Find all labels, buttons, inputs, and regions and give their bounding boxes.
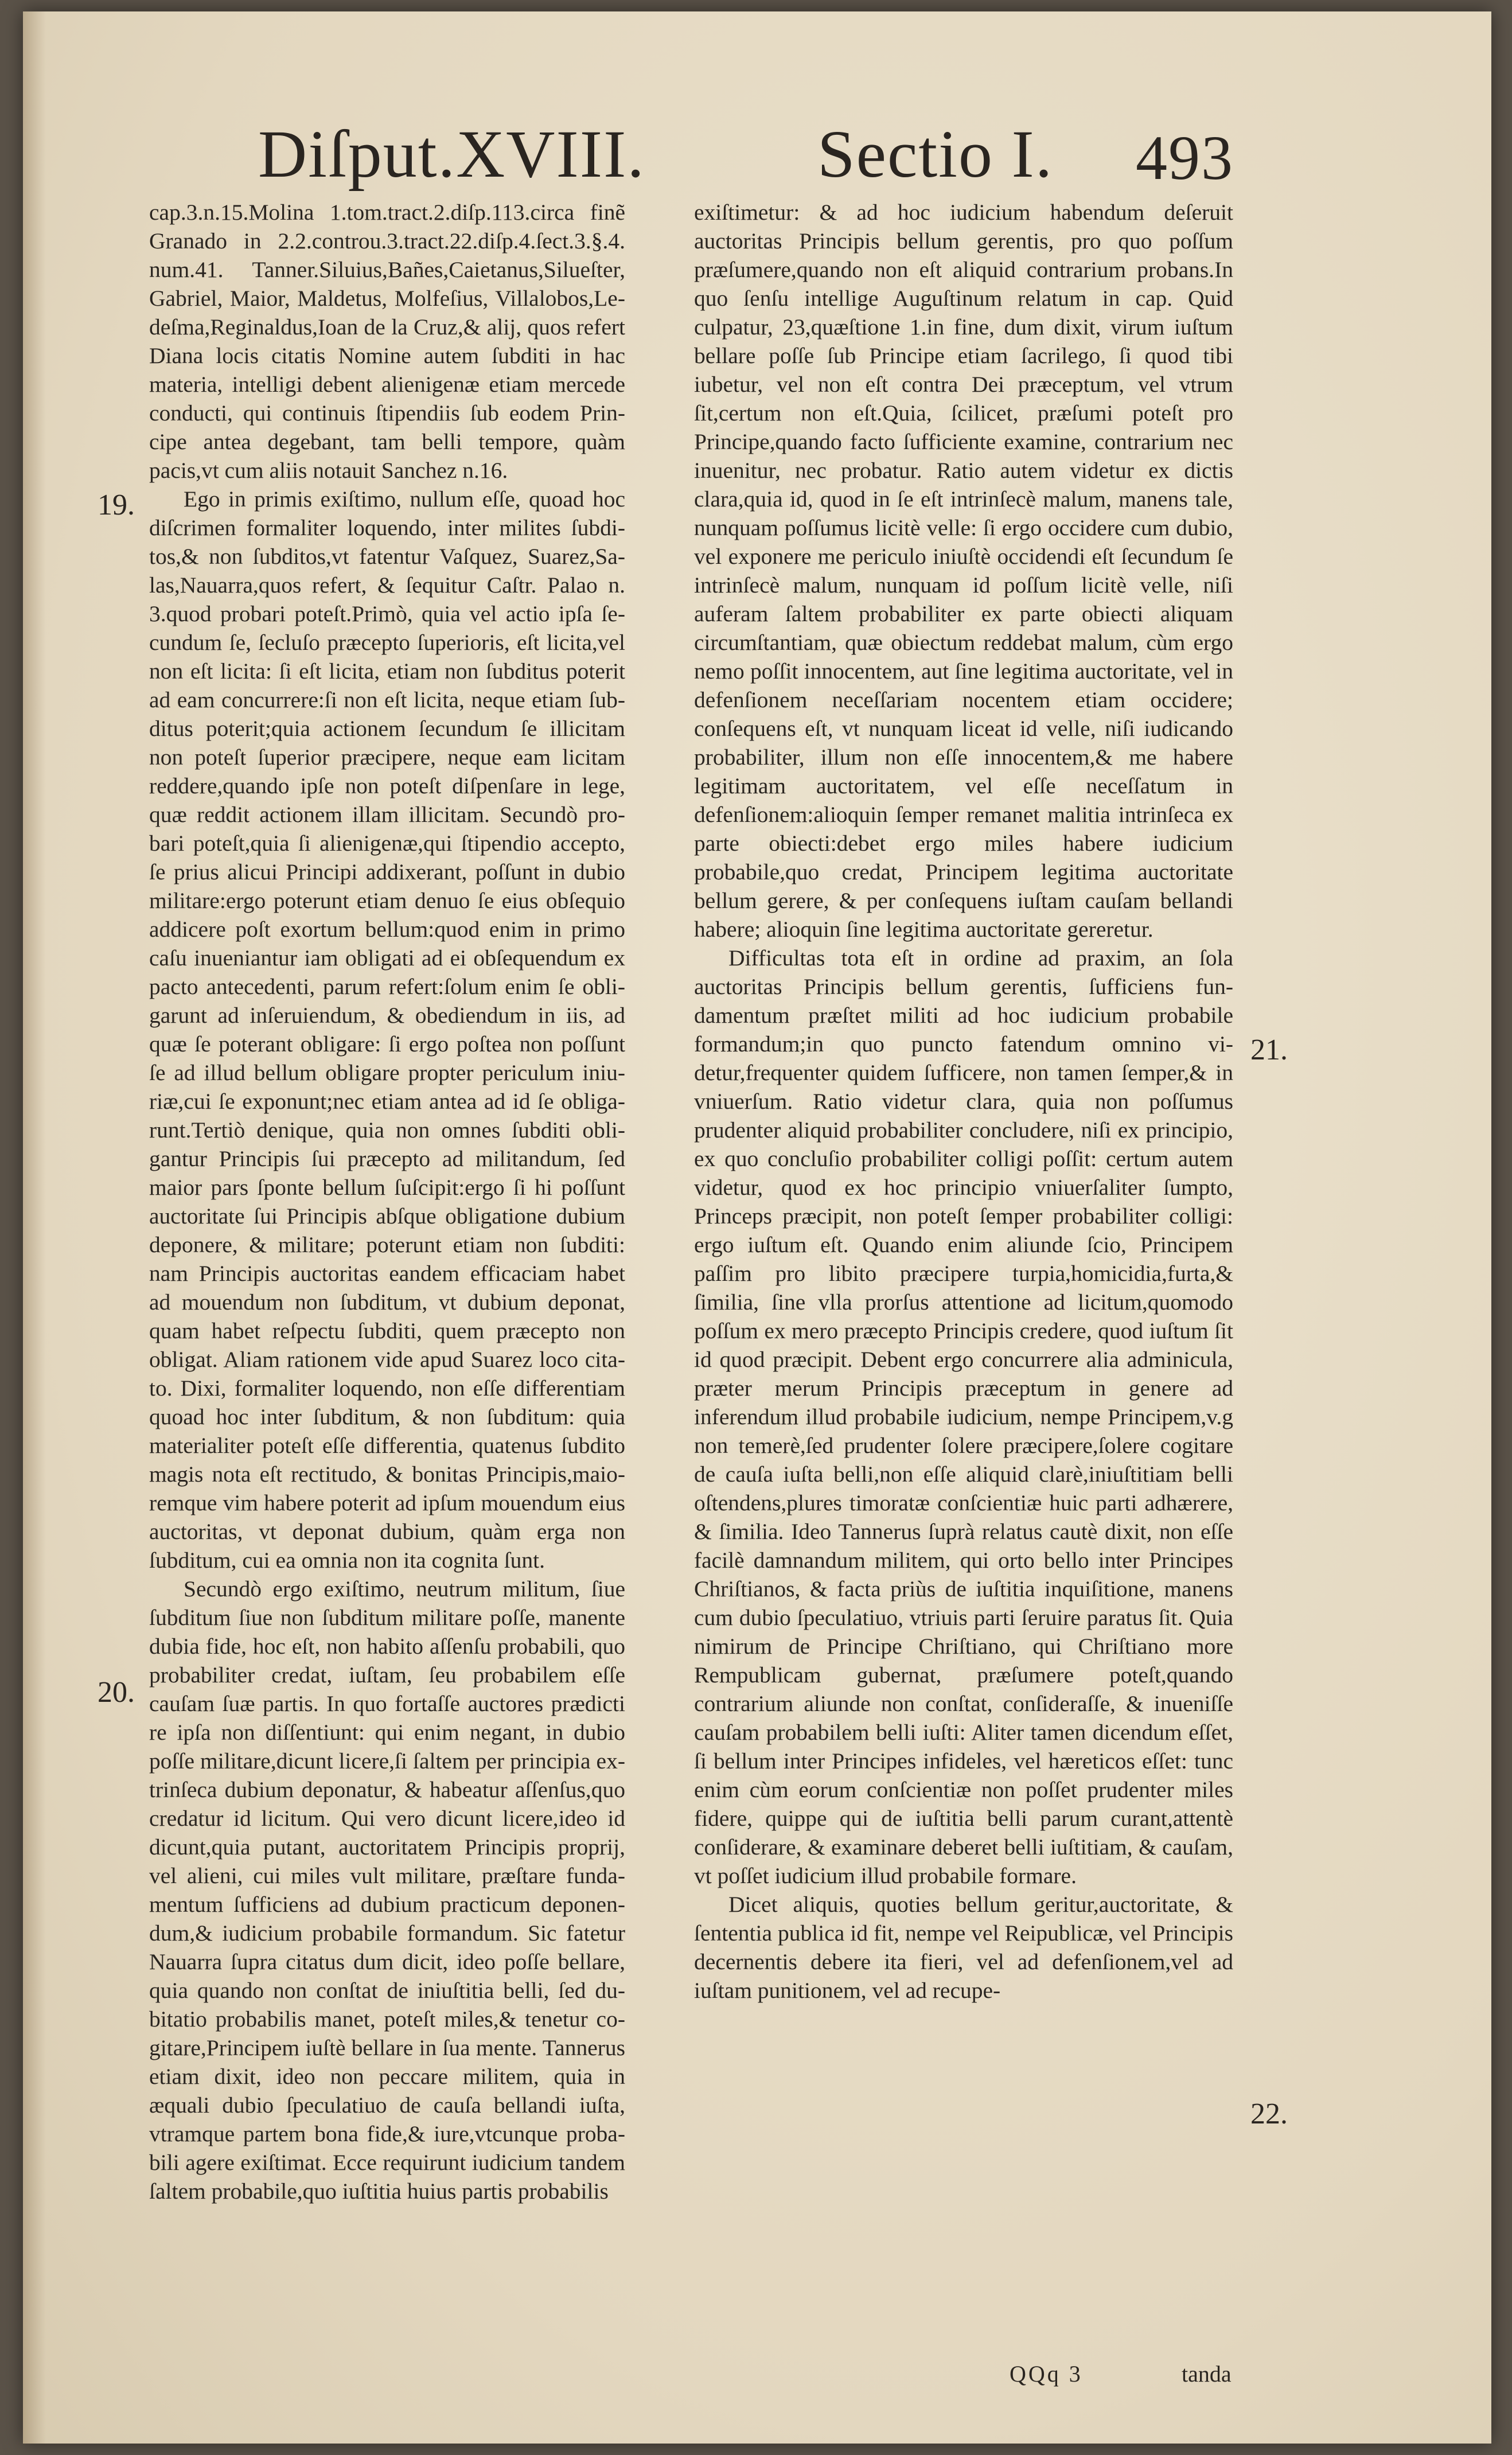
paragraph: Ego in primis exiſtimo, nullum eſſe, quoad hoc diſcrimen formaliter loquendo, inter milites ſubditos,& non ſubditos,vt fatentur Vaſquez, Suarez,Salas,Nauarra,quos refert, & ſequitur Caſtr. Palao n. 3.quod probari poteſt.Primò, quia vel actio ipſa ſecundum ſe, ſecluſo præcepto ſuperioris, eſt licita,vel non eſt licita: ſi eſt licita, etiam non ſubditus poterit ad eam concurrere:ſi non eſt licita, neque etiam ſubditus poterit;quia actionem ſecundum ſe illicitam non poteſt ſuperior præcipere, neque eam licitam reddere,quando ipſe non poteſt diſpenſare in lege, quæ reddit actionem illam illicitam. Secundò probari poteſt,quia ſi alienigenæ,qui ſtipendio accepto, ſe prius alicui Principi addixerant, poſſunt in dubio militare:ergo poterunt etiam denuo ſe eius obſequio addicere poſt exortum bellum:quod enim in primo caſu inueniantur iam obligati ad ei obſequendum ex pacto antecedenti, parum refert:ſolum enim ſe obligarunt ad inſeruiendum, & obediendum in iis, ad quæ ſe poterant obligare: ſi ergo poſtea non poſſunt ſe ad illud bellum obligare propter periculum iniuriæ,cui ſe exponunt;nec etiam antea ad id ſe obligarunt.Tertiò denique, quia non omnes ſubditi obligantur Principis ſui præcepto ad militandum, ſed maior pars ſponte bellum ſuſcipit:ergo ſi hi poſſunt auctoritate ſui Principis abſque obligatione dubium deponere, & militare; poterunt etiam non ſubditi: nam Principis auctoritas eandem efficaciam habet ad mouendum non ſubditum, vt dubium deponat, quam habet reſpectu ſubditi, quem præcepto non obligat. Aliam rationem vide apud Suarez loco citato. Dixi, formaliter loquendo, non eſſe differentiam quoad hoc inter ſubditum, & non ſubditum: quia materialiter poteſt eſſe differentia, quatenus ſubdito magis nota eſt rectitudo, & bonitas Principis,maioremque vim habere poterit ad ipſum mouendum eius auctoritas, vt deponat dubium, quàm erga non ſubditum, cui ea omnia non ita cognita ſunt. <box>149 486 625 1573</box>
paragraph: Dicet aliquis, quoties bellum geritur,auctoritate, & ſententia publica id fit, nempe vel Reipublicæ, vel Principis decernentis debere ita fieri, vel ad defenſionem,vel ad iuſtam punitionem, vel ad recupe- <box>694 1892 1233 2003</box>
paragraph: Secundò ergo exiſtimo, neutrum militum, ſiue ſubditum ſiue non ſubditum militare poſſe, manente dubia fide, hoc eſt, non habito aſſenſu probabili, quo probabiliter credat, iuſtam, ſeu probabilem eſſe cauſam ſuæ partis. In quo fortaſſe auctores prædicti re ipſa non diſſentiunt: qui enim negant, in dubio poſſe militare,dicunt licere,ſi ſaltem per principia extrinſeca dubium deponatur, & habeatur aſſenſus,quo credatur id licitum. Qui vero dicunt licere,ideo id dicunt,quia putant, auctoritatem Principis proprij, vel alieni, cui miles vult militare, præſtare fundamentum ſufficiens ad dubium practicum deponendum,& iudicium probabile formandum. Sic fatetur Nauarra ſupra citatus dum dicit, ideo poſſe bellare, quia quando non conſtat de iniuſtitia belli, ſed dubitatio probabilis manet, poteſt miles,& tenetur cogitare,Principem iuſtè bellare in ſua mente. Tannerus etiam dixit, ideo non peccare militem, quia in æquali dubio ſpeculatiuo de cauſa bellandi iuſta, vtramque partem bona fide,& iure,vtcunque probabili agere exiſtimat. Ecce requirunt iudicium tandem ſaltem probabile,quo iuſtitia huius partis probabilis <box>149 1576 625 2204</box>
right-column <box>694 198 1233 2005</box>
signature-mark: QQq 3 <box>1010 2361 1083 2387</box>
running-head <box>23 103 1491 201</box>
paragraph: Difficultas tota eſt in ordine ad praxim, an ſola auctoritas Principis bellum gerentis, ſufficiens fundamentum præſtet militi ad hoc iudicium probabile formandum;in quo puncto fatendum omnino videtur,frequenter quidem ſufficere, non tamen ſemper,& in vniuerſum. Ratio videtur clara, quia non poſſumus prudenter aliquid probabiliter concludere, niſi ex principio, ex quo concluſio probabiliter colligi poſſit: certum autem videtur, quod ex hoc principio vniuerſaliter ſumpto, Princeps præcipit, non poteſt ſemper probabiliter colligi: ergo iuſtum eſt. Quando enim aliunde ſcio, Principem paſſim pro libito præcipere turpia,homicidia,furta,& ſimilia, ſine vlla prorſus attentione ad licitum,quomodo poſſum ex mero præcepto Principis credere, quod iuſtum ſit id quod præcipit. Debent ergo concurrere alia adminicula, præter merum Principis præceptum in genere ad inferendum illud probabile iudicium, nempe Principem,v.g non temerè,ſed prudenter ſolere præcipere,ſolere cogitare de cauſa iuſta belli,non eſſe aliquid clarè,iniuſtitiam belli oſtendens,plures timoratæ conſcientiæ huic parti adhærere, & ſimilia. Ideo Tannerus ſuprà relatus cautè dixit, non eſſe facilè damnandum militem, qui orto bello inter Principes Chriſtianos, & facta priùs de iuſtitia inquiſitione, manens cum dubio ſpeculatiuo, vtriuis parti ſeruire paratus ſit. Quia nimirum de Principe Chriſtiano, qui Chriſtiano more Rempublicam gubernat, præſumere poteſt,quando contrarium aliunde non conſtat, conſideraſſe, & inueniſſe cauſam probabilem belli iuſti: Aliter tamen dicendum eſſet, ſi bellum inter Principes infideles, vel hæreticos eſſet: tunc enim cùm eorum conſcientiæ non poſſet prudenter miles fidere, quippe qui de iuſtitia belli parum curant,attentè conſiderare, & examinare deberet belli iuſtitiam, & cauſam, vt poſſet iudicium illud probabile formare. <box>694 945 1233 1888</box>
margin-number-22: 22. <box>1250 2098 1288 2130</box>
catchword: tanda <box>1182 2361 1232 2387</box>
paragraph: exiſtimetur: & ad hoc iudicium habendum deſeruit auctoritas Principis bellum gerentis, pro quo poſſum præſumere,quando non eſt aliquid contrarium probans.In quo ſenſu intellige Auguſtinum relatum in cap. Quid culpatur, 23,quæſtione 1.in fine, dum dixit, virum iuſtum bellare poſſe ſub Principe etiam ſacrilego, ſi quod tibi iubetur, vel non eſt contra Dei præceptum, vel vtrum ſit,certum non eſt.Quia, ſcilicet, præſumi poteſt pro Principe,quando facto ſufficiente examine, contrarium nec inuenitur, nec probatur. Ratio autem videtur ex dictis clara,quia id, quod in ſe eſt intrinſecè malum, manens tale, nunquam poſſumus licitè velle: ſi ergo occidere cum dubio, vel exponere me periculo iniuſtè occidendi eſt ſecundum ſe intrinſecè malum, nunquam id poſſum licitè velle, niſi auferam ſaltem probabiliter ex parte obiecti aliquam circumſtantiam, quæ obiectum reddebat malum, cùm ergo nemo poſſit innocentem, aut ſine legitima auctoritate, vel in defenſionem neceſſariam nocentem etiam occidere; conſequens eſt, vt nunquam liceat id velle, niſi iudicando probabiliter, illum non eſſe innocentem,& me habere legitimam auctoritatem, vel eſſe neceſſatum in defenſionem:alioquin ſemper remanet malitia intrinſeca ex parte obiecti:debet ergo miles habere iudicium probabile,quo credat, Principem legitima auctoritate bellum gerere, & per conſequens iuſtam cauſam bellandi habere; alioquin ſine legitima auctoritate gereretur. <box>694 200 1233 942</box>
book-page <box>23 11 1491 2444</box>
paragraph: cap.3.n.15.Molina 1.tom.tract.2.diſp.113.circa finẽ Granado in 2.2.controu.3.tract.22.diſp.4.ſect.3.§.4. num.41. Tanner.Siluius,Bañes,Caietanus,Silueſter, Gabriel, Maior, Maldetus, Molfeſius, Villalobos,Ledeſma,Reginaldus,Ioan de la Cruz,& alij, quos refert Diana locis citatis Nomine autem ſubditi in hac materia, intelligi debent alienigenæ etiam mercede conducti, qui continuis ſtipendiis ſub eodem Principe antea degebant, tam belli tempore, quàm pacis,vt cum aliis notauit Sanchez n.16. <box>149 200 625 483</box>
margin-number-19: 19. <box>98 489 135 521</box>
running-head-right: Sectio I. <box>817 116 1054 192</box>
left-column <box>149 198 625 2205</box>
running-head-left: Diſput.XVIII. <box>258 116 645 192</box>
margin-number-21: 21. <box>1250 1034 1288 1066</box>
page-number: 493 <box>1136 123 1234 193</box>
margin-number-20: 20. <box>98 1676 135 1709</box>
